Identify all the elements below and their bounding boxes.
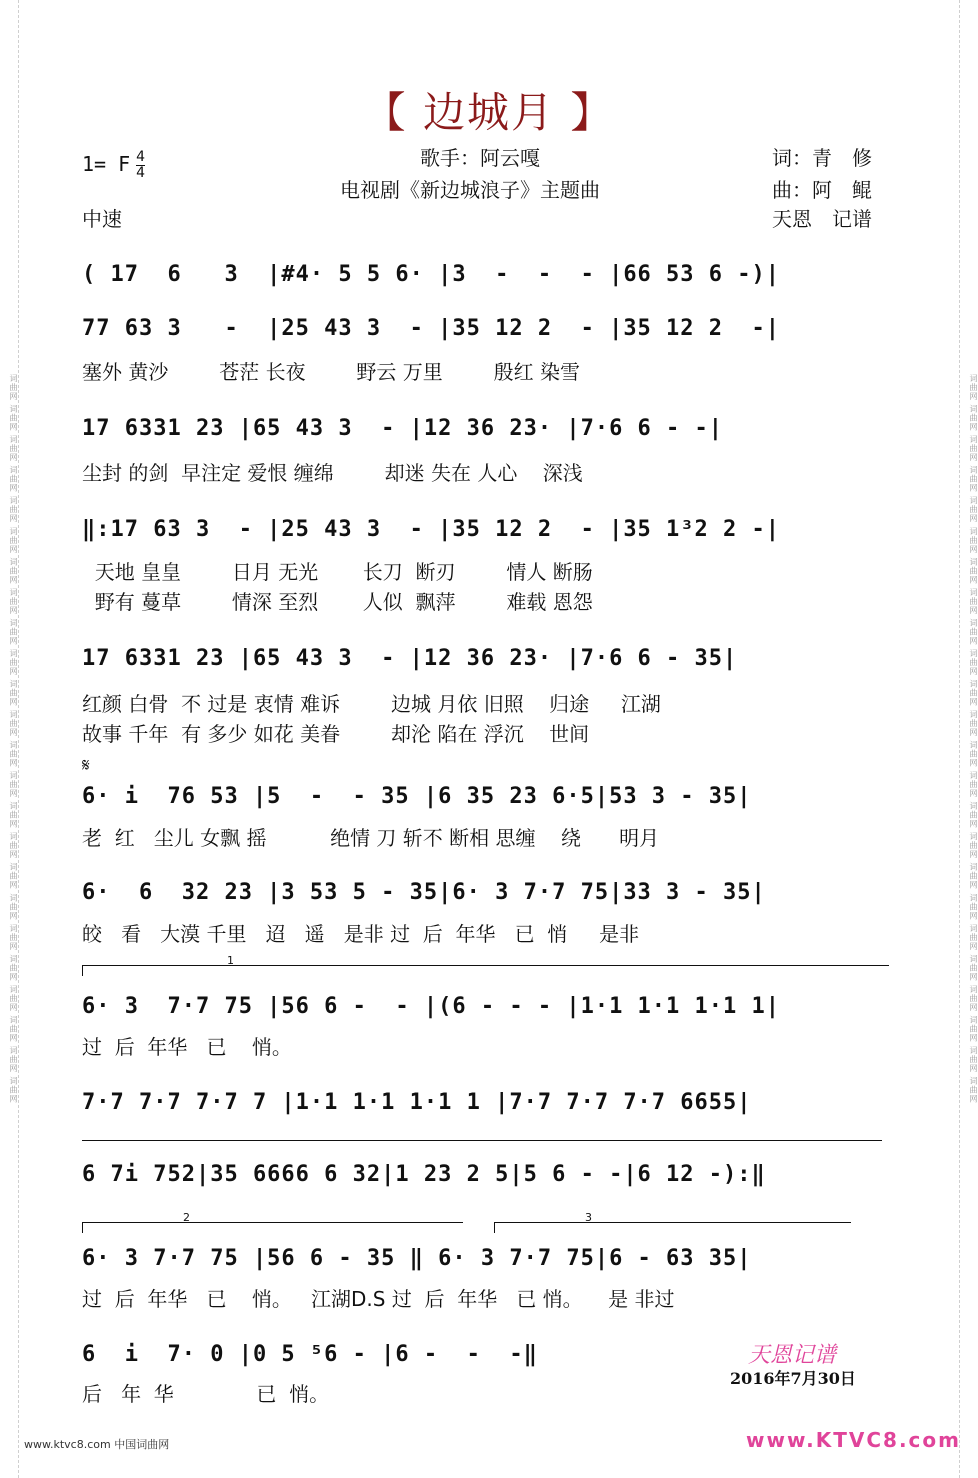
notation-row: 7·7 7·7 7·7 7 |1·1 1·1 1·1 1 |7·7 7·7 7·7 6655| bbox=[82, 1090, 752, 1115]
notation-row: 6· i 76 53 |5 - - 35 |6 35 23 6·5|53 3 - 35| bbox=[82, 784, 752, 809]
singer-credit: 歌手：阿云嘎 bbox=[420, 146, 540, 170]
notation-row: 17 6331 23 |65 43 3 - |12 36 23· |7·6 6 - 35| bbox=[82, 646, 738, 671]
notation-row: 77 63 3 - |25 43 3 - |35 12 2 - |35 12 2 -| bbox=[82, 316, 781, 341]
volta-bracket-2 bbox=[82, 1211, 463, 1233]
section-bracket bbox=[82, 1140, 882, 1151]
volta-bracket-1 bbox=[82, 954, 889, 976]
song-title: 【 边城月 】 bbox=[363, 88, 615, 137]
lyric-line: 塞外 黄沙 苍茫 长夜 野云 万里 殷红 染雪 bbox=[82, 360, 581, 384]
lyric-line: 天地 皇皇 日月 无光 长刀 断刃 情人 断肠 bbox=[82, 560, 593, 584]
lyricist-credit: 词：青 修 bbox=[772, 146, 872, 170]
volta-number: 2 bbox=[183, 1211, 190, 1224]
notation-row: 6· 3 7·7 75 |56 6 - 35 ‖ 6· 3 7·7 75|6 - 63 35| bbox=[82, 1246, 752, 1271]
notation-row: ‖:17 63 3 - |25 43 3 - |35 12 2 - |35 1³2 2 -| bbox=[82, 517, 781, 542]
right-watermark-strip: 词曲网 词曲网 词曲网 词曲网 词曲网 词曲网 词曲网 词曲网 词曲网 词曲网 词曲网 词曲网 词曲网 词曲网 词曲网 词曲网 词曲网 词曲网 词曲网 词曲网 词曲网 词曲网 词曲网 词曲网 bbox=[959, 0, 978, 1478]
lyric-line: 故事 千年 有 多少 如花 美眷 却沦 陷在 浮沉 世间 bbox=[82, 722, 590, 746]
lyric-line: 过 后 年华 已 悄。 bbox=[82, 1035, 292, 1059]
lyric-line: 老 红 尘儿 女飘 摇 绝情 刀 斩不 断相 思缠 绕 明月 bbox=[82, 826, 660, 850]
volta-bracket-3 bbox=[494, 1211, 851, 1233]
footer-logo: www.KTVC8.com bbox=[746, 1428, 961, 1452]
volta-number: 3 bbox=[585, 1211, 592, 1224]
transcriber-credit: 天恩 记谱 bbox=[772, 207, 872, 231]
time-signature bbox=[136, 150, 145, 181]
notation-row: 6· 6 32 23 |3 53 5 - 35|6· 3 7·7 75|33 3 - 35| bbox=[82, 880, 766, 905]
notation-row: ( 17 6 3 |#4· 5 5 6· |3 - - - |66 53 6 -)| bbox=[82, 262, 781, 287]
key-signature bbox=[82, 150, 145, 181]
lyric-line: 后 年 华 已 悄。 bbox=[82, 1382, 330, 1406]
notation-row: 17 6331 23 |65 43 3 - |12 36 23· |7·6 6 - -| bbox=[82, 416, 724, 441]
left-watermark-strip: 词曲网 词曲网 词曲网 词曲网 词曲网 词曲网 词曲网 词曲网 词曲网 词曲网 词曲网 词曲网 词曲网 词曲网 词曲网 词曲网 词曲网 词曲网 词曲网 词曲网 词曲网 词曲网 词曲网 词曲网 bbox=[0, 0, 19, 1478]
tempo-marking: 中速 bbox=[82, 207, 122, 231]
volta-number: 1 bbox=[227, 954, 234, 967]
transcriber-stamp: 天恩记谱 bbox=[748, 1343, 837, 1368]
notation-row: 6 7i 752|35 6666 6 32|1 23 2 5|5 6 - -|6 12 -):‖ bbox=[82, 1162, 766, 1187]
composer-credit: 曲：阿 鲲 bbox=[772, 178, 872, 202]
lyric-line: 过 后 年华 已 悄。 江湖D.S 过 后 年华 已 悄。 是 非过 bbox=[82, 1287, 675, 1311]
notation-row: 6· 3 7·7 75 |56 6 - - |(6 - - - |1·1 1·1 1·1 1| bbox=[82, 994, 781, 1019]
drama-credit: 电视剧《新边城浪子》主题曲 bbox=[340, 178, 600, 202]
footer-source: www.ktvc8.com 中国词曲网 bbox=[24, 1438, 170, 1451]
transcription-date: 2016年7月30日 bbox=[730, 1369, 856, 1388]
time-denominator: 4 bbox=[136, 165, 146, 181]
time-numerator: 4 bbox=[136, 149, 146, 165]
key-label: 1= F bbox=[82, 152, 131, 176]
lyric-line: 野有 蔓草 情深 至烈 人似 飘萍 难载 恩怨 bbox=[82, 590, 593, 614]
lyric-line: 皎 看 大漠 千里 迢 遥 是非 过 后 年华 已 悄 是非 bbox=[82, 922, 640, 946]
lyric-line: 红颜 白骨 不 过是 衷情 难诉 边城 月依 旧照 归途 江湖 bbox=[82, 692, 661, 716]
lyric-line: 尘封 的剑 早注定 爱恨 缠绵 却迷 失在 人心 深浅 bbox=[82, 461, 583, 485]
segno-sign: 𝄋 bbox=[82, 755, 90, 776]
notation-row: 6 i 7· 0 |0 5 ⁵6 - |6 - - -‖ bbox=[82, 1342, 538, 1367]
